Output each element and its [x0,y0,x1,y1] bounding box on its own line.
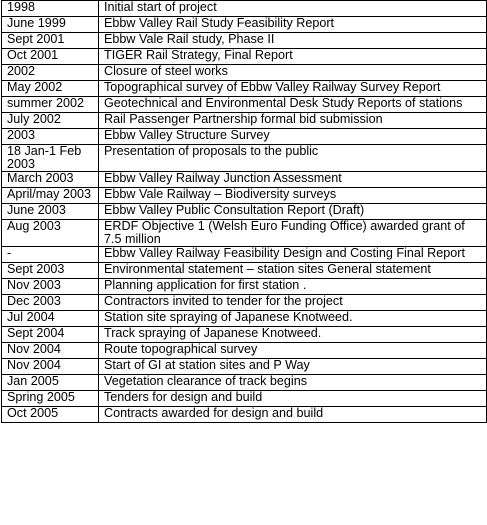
event-cell: Tenders for design and build [99,391,487,407]
event-cell: TIGER Rail Strategy, Final Report [99,49,487,65]
table-row [2,1,487,17]
table-row [2,65,487,81]
event-cell: Ebbw Valley Railway Junction Assessment [99,172,487,188]
date-cell: summer 2002 [2,97,99,113]
table-row [2,327,487,343]
table-row [2,263,487,279]
event-cell: Vegetation clearance of track begins [99,375,487,391]
event-cell: Ebbw Valley Rail Study Feasibility Report [99,17,487,33]
project-timeline-table [1,0,487,423]
date-cell: - [2,247,99,263]
event-cell: Route topographical survey [99,343,487,359]
event-cell: Ebbw Vale Railway – Biodiversity surveys [99,188,487,204]
table-row [2,204,487,220]
table-row [2,33,487,49]
date-cell: Sept 2004 [2,327,99,343]
date-cell: Spring 2005 [2,391,99,407]
table-row [2,375,487,391]
event-cell: Topographical survey of Ebbw Valley Railway Survey Report [99,81,487,97]
timeline-body [2,1,487,423]
event-cell: Start of GI at station sites and P Way [99,359,487,375]
date-cell: April/may 2003 [2,188,99,204]
event-cell: Contractors invited to tender for the project [99,295,487,311]
date-cell: March 2003 [2,172,99,188]
event-cell: Ebbw Valley Public Consultation Report (Draft) [99,204,487,220]
date-cell: Jul 2004 [2,311,99,327]
table-row [2,49,487,65]
table-row [2,220,487,247]
table-row [2,311,487,327]
date-cell: 2002 [2,65,99,81]
table-row [2,343,487,359]
table-row [2,359,487,375]
event-cell: Geotechnical and Environmental Desk Study Reports of stations [99,97,487,113]
event-cell: Ebbw Vale Rail study, Phase II [99,33,487,49]
date-cell: Nov 2003 [2,279,99,295]
date-cell: 2003 [2,129,99,145]
event-cell: Initial start of project [99,1,487,17]
date-cell: May 2002 [2,81,99,97]
table-row [2,247,487,263]
table-row [2,279,487,295]
date-cell: Oct 2005 [2,407,99,423]
date-cell: 1998 [2,1,99,17]
table-row [2,407,487,423]
event-cell: Contracts awarded for design and build [99,407,487,423]
event-cell: Station site spraying of Japanese Knotweed. [99,311,487,327]
table-row [2,113,487,129]
table-row [2,391,487,407]
table-row [2,145,487,172]
date-cell: Sept 2003 [2,263,99,279]
table-row [2,172,487,188]
event-cell: Ebbw Valley Railway Feasibility Design and Costing Final Report [99,247,487,263]
table-row [2,188,487,204]
date-cell: Aug 2003 [2,220,99,247]
date-cell: Nov 2004 [2,359,99,375]
event-cell: ERDF Objective 1 (Welsh Euro Funding Office) awarded grant of 7.5 million [99,220,487,247]
date-cell: June 2003 [2,204,99,220]
date-cell: June 1999 [2,17,99,33]
date-cell: Oct 2001 [2,49,99,65]
date-cell: Sept 2001 [2,33,99,49]
event-cell: Planning application for first station . [99,279,487,295]
date-cell: July 2002 [2,113,99,129]
table-row [2,129,487,145]
event-cell: Closure of steel works [99,65,487,81]
date-cell: Dec 2003 [2,295,99,311]
event-cell: Track spraying of Japanese Knotweed. [99,327,487,343]
table-row [2,17,487,33]
event-cell: Presentation of proposals to the public [99,145,487,172]
date-cell: 18 Jan-1 Feb 2003 [2,145,99,172]
event-cell: Rail Passenger Partnership formal bid submission [99,113,487,129]
date-cell: Jan 2005 [2,375,99,391]
table-row [2,97,487,113]
table-row [2,295,487,311]
table-row [2,81,487,97]
date-cell: Nov 2004 [2,343,99,359]
event-cell: Environmental statement – station sites General statement [99,263,487,279]
event-cell: Ebbw Valley Structure Survey [99,129,487,145]
